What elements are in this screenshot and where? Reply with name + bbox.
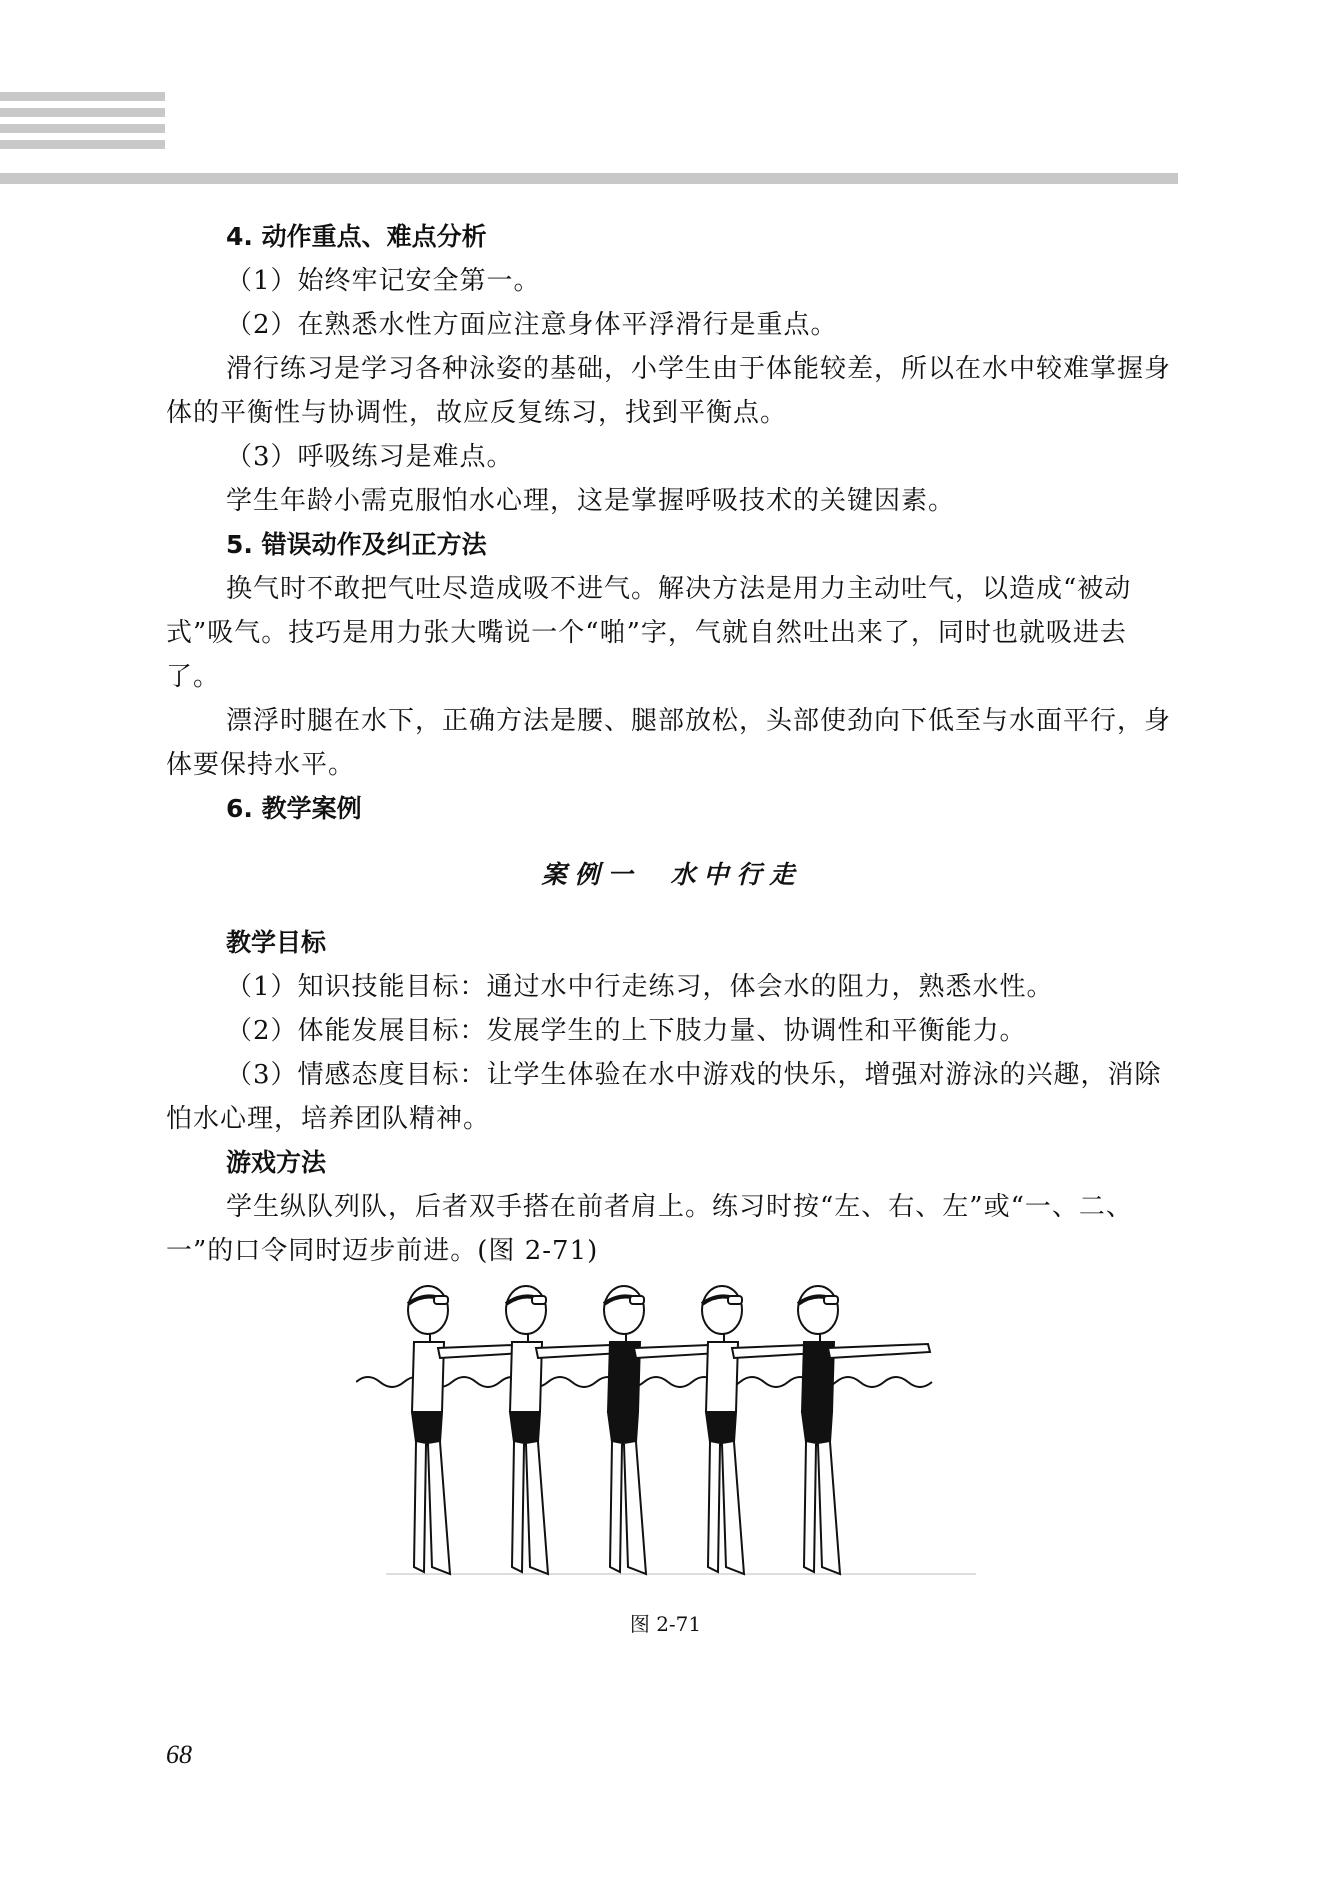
case-title-name: 水中行走 xyxy=(670,860,803,889)
paragraph: 漂浮时腿在水下，正确方法是腰、腿部放松，头部使劲向下低至与水面平行，身体要保持水平。 xyxy=(166,706,1172,780)
header-rule xyxy=(0,173,1178,184)
header-stripe xyxy=(0,108,165,117)
paragraph: （2）在熟悉水性方面应注意身体平浮滑行是重点。 xyxy=(226,310,838,340)
section-heading-6: 6. 教学案例 xyxy=(226,794,362,823)
header-stripe xyxy=(0,124,165,133)
goal-item: （1）知识技能目标：通过水中行走练习，体会水的阻力，熟悉水性。 xyxy=(226,972,1054,1002)
figure-caption: 图 2-71 xyxy=(629,1612,702,1636)
method-heading: 游戏方法 xyxy=(226,1148,327,1177)
page-number: 68 xyxy=(166,1740,192,1769)
paragraph: 换气时不敢把气吐尽造成吸不进气。解决方法是用力主动吐气，以造成“被动式”吸气。技巧是用力张大嘴说一个“啪”字，气就自然吐出来了，同时也就吸进去了。 xyxy=(166,574,1132,692)
section-heading-4: 4. 动作重点、难点分析 xyxy=(226,222,487,251)
swimmer-figure xyxy=(798,1286,930,1574)
figure-illustration xyxy=(356,1282,986,1592)
case-title xyxy=(166,853,1178,897)
paragraph: （3）呼吸练习是难点。 xyxy=(226,442,514,472)
case-title-label: 案例一 xyxy=(541,860,641,889)
header-stripe xyxy=(0,140,165,149)
goal-item: （2）体能发展目标：发展学生的上下肢力量、协调性和平衡能力。 xyxy=(226,1016,1027,1046)
paragraph: 滑行练习是学习各种泳姿的基础，小学生由于体能较差，所以在水中较难掌握身体的平衡性与协调性，故应反复练习，找到平衡点。 xyxy=(166,354,1172,428)
header-stripe xyxy=(0,92,165,101)
goal-item: （3）情感态度目标：让学生体验在水中游戏的快乐，增强对游泳的兴趣，消除怕水心理，培养团队精神。 xyxy=(166,1060,1162,1134)
method-text: 学生纵队列队，后者双手搭在前者肩上。练习时按“左、右、左”或“一、二、一”的口令同时迈步前进。(图 2-71) xyxy=(166,1192,1133,1266)
section-heading-5: 5. 错误动作及纠正方法 xyxy=(226,530,487,559)
paragraph: 学生年龄小需克服怕水心理，这是掌握呼吸技术的关键因素。 xyxy=(226,486,956,516)
goals-heading: 教学目标 xyxy=(226,928,327,957)
page-body xyxy=(166,215,1178,1273)
paragraph: （1）始终牢记安全第一。 xyxy=(226,266,541,296)
